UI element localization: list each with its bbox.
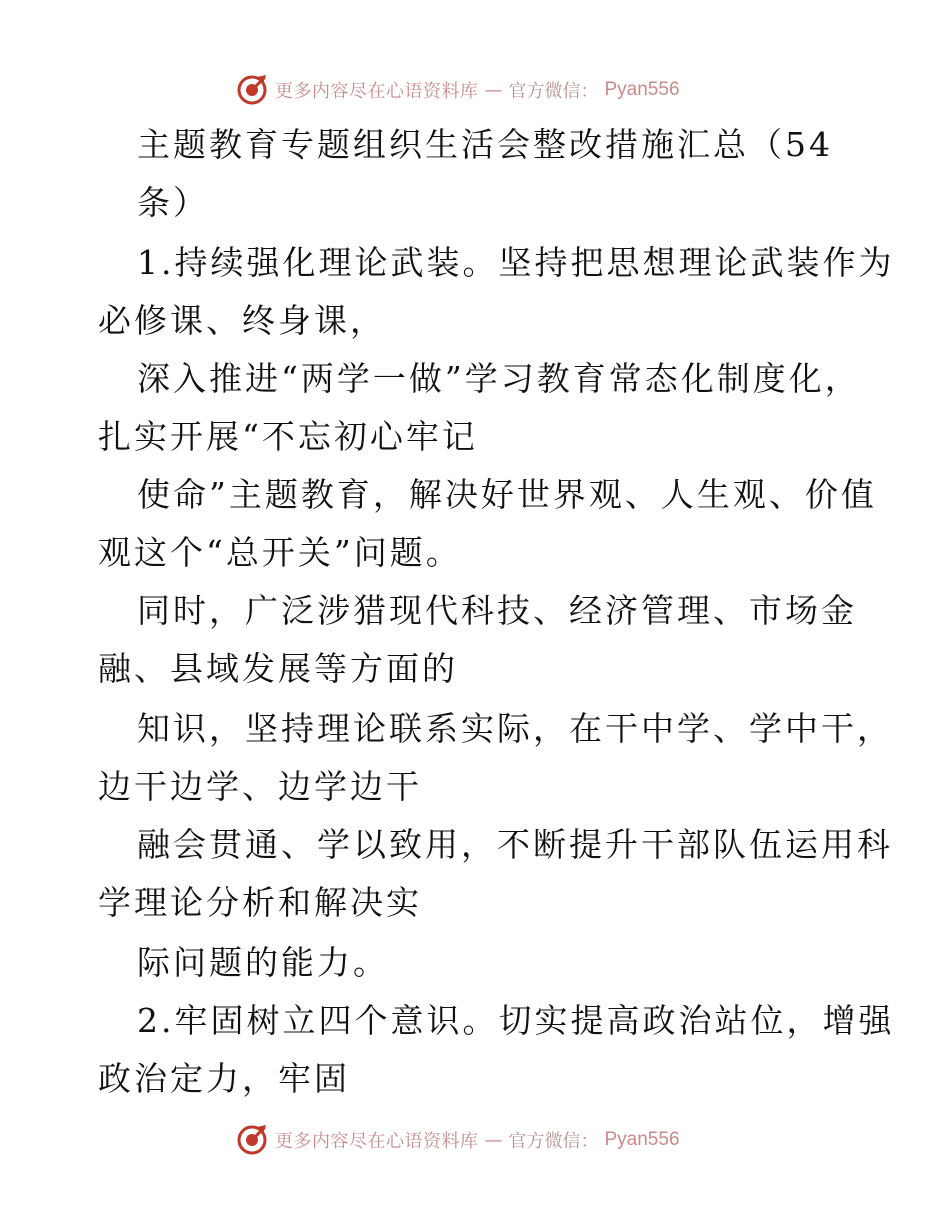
paragraph-line: 边干边学、边学边干: [98, 767, 422, 806]
header-brand-text: 更多内容尽在心语资料库: [275, 81, 479, 102]
footer-wechat-id: Pyan556: [604, 1129, 680, 1150]
paragraph-line: 融、县域发展等方面的: [98, 649, 458, 688]
header-banner: [235, 72, 680, 108]
brand-logo-icon: [235, 1123, 269, 1157]
document-title-line-1: 主题教育专题组织生活会整改措施汇总（54: [137, 125, 833, 164]
brand-logo-icon: [235, 73, 269, 107]
footer-banner: [235, 1122, 680, 1158]
header-wechat-id: Pyan556: [604, 79, 680, 100]
footer-wechat-label: 官方微信：: [508, 1131, 599, 1152]
paragraph-line: 政治定力，牢固: [98, 1059, 350, 1098]
paragraph-line: 观这个“总开关”问题。: [98, 533, 462, 572]
paragraph-line: 扎实开展“不忘初心牢记: [98, 417, 478, 456]
paragraph-line: 1.持续强化理论武装。坚持把思想理论武装作为: [137, 243, 895, 282]
footer-dash: —: [484, 1129, 503, 1151]
paragraph-line: 同时，广泛涉猎现代科技、经济管理、市场金: [137, 591, 857, 630]
paragraph-line: 际问题的能力。: [137, 943, 389, 982]
paragraph-line: 深入推进“两学一做”学习教育常态化制度化，: [137, 359, 861, 398]
paragraph-line: 使命”主题教育，解决好世界观、人生观、价值: [137, 475, 877, 514]
header-dash: —: [484, 79, 503, 101]
paragraph-line: 必修课、终身课，: [98, 301, 386, 340]
paragraph-line: 融会贯通、学以致用，不断提升干部队伍运用科: [137, 825, 893, 864]
header-wechat-label: 官方微信：: [508, 81, 599, 102]
paragraph-line: 2.牢固树立四个意识。切实提高政治站位，增强: [137, 1001, 895, 1040]
footer-brand-text: 更多内容尽在心语资料库: [275, 1131, 479, 1152]
paragraph-line: 学理论分析和解决实: [98, 883, 422, 922]
document-title-line-2: 条）: [137, 183, 209, 222]
paragraph-line: 知识，坚持理论联系实际，在干中学、学中干，: [137, 709, 893, 748]
